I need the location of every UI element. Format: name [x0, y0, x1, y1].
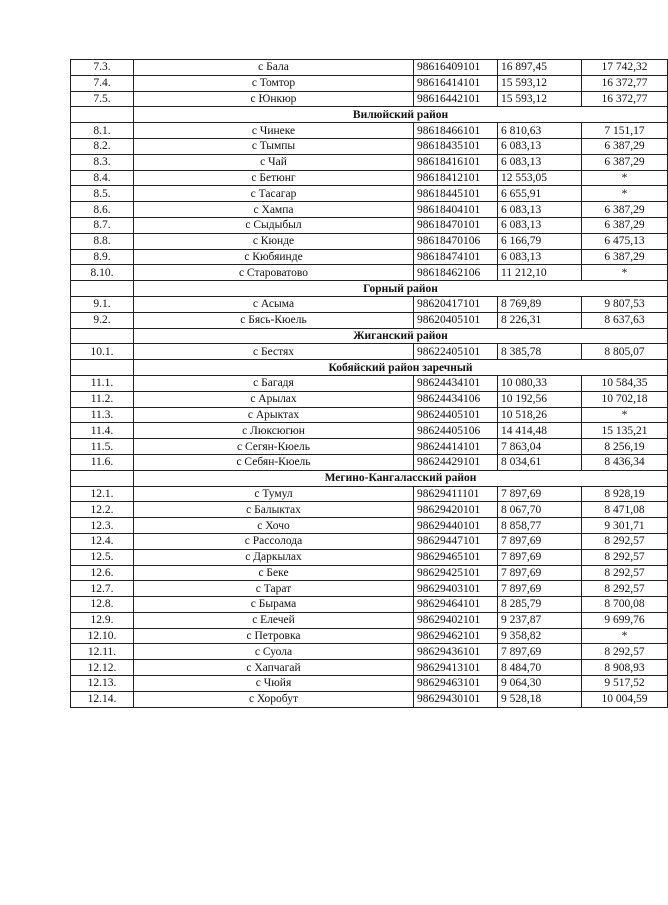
row-number: 12.12. [71, 660, 134, 676]
table-row [71, 581, 668, 597]
value-1: 10 080,33 [498, 375, 582, 391]
row-number: 11.2. [71, 391, 134, 407]
value-2: * [582, 265, 668, 281]
row-number: 11.5. [71, 439, 134, 455]
table-row [71, 154, 668, 170]
table-row [71, 518, 668, 534]
table-row [71, 312, 668, 328]
settlement-name: с Тарат [134, 581, 414, 597]
table-row [71, 138, 668, 154]
value-1: 8 769,89 [498, 296, 582, 312]
table-row [71, 375, 668, 391]
row-number: 12.4. [71, 533, 134, 549]
row-number: 11.3. [71, 407, 134, 423]
settlement-name: с Тумул [134, 486, 414, 502]
value-1: 6 083,13 [498, 138, 582, 154]
value-2: 9 699,76 [582, 612, 668, 628]
value-1: 6 655,91 [498, 186, 582, 202]
value-2: 8 436,34 [582, 454, 668, 470]
row-number: 9.1. [71, 296, 134, 312]
oktmo-code: 98618435101 [414, 138, 498, 154]
settlement-name: с Багадя [134, 375, 414, 391]
value-1: 9 064,30 [498, 676, 582, 692]
table-row [71, 676, 668, 692]
value-2: 8 637,63 [582, 312, 668, 328]
value-2: 9 517,52 [582, 676, 668, 692]
value-1: 16 897,45 [498, 60, 582, 76]
value-1: 14 414,48 [498, 423, 582, 439]
row-number: 8.4. [71, 170, 134, 186]
table-row [71, 691, 668, 707]
value-2: 8 292,57 [582, 644, 668, 660]
oktmo-code: 98618470106 [414, 233, 498, 249]
row-number: 7.4. [71, 75, 134, 91]
table-row [71, 660, 668, 676]
value-2: 6 387,29 [582, 154, 668, 170]
value-2: 8 928,19 [582, 486, 668, 502]
row-number: 12.10. [71, 628, 134, 644]
oktmo-code: 98618412101 [414, 170, 498, 186]
table-row [71, 233, 668, 249]
row-number: 8.8. [71, 233, 134, 249]
value-2: * [582, 407, 668, 423]
oktmo-code: 98618474101 [414, 249, 498, 265]
settlement-table [70, 59, 668, 708]
value-1: 6 166,79 [498, 233, 582, 249]
value-1: 12 553,05 [498, 170, 582, 186]
settlement-name: с Бала [134, 60, 414, 76]
row-number: 12.9. [71, 612, 134, 628]
value-2: 6 387,29 [582, 202, 668, 218]
value-1: 11 212,10 [498, 265, 582, 281]
settlement-name: с Суола [134, 644, 414, 660]
value-2: 8 908,93 [582, 660, 668, 676]
oktmo-code: 98616409101 [414, 60, 498, 76]
row-number: 11.1. [71, 375, 134, 391]
value-2: 8 292,57 [582, 533, 668, 549]
settlement-name: с Тымпы [134, 138, 414, 154]
oktmo-code: 98629430101 [414, 691, 498, 707]
oktmo-code: 98624429101 [414, 454, 498, 470]
value-1: 7 897,69 [498, 581, 582, 597]
value-1: 7 897,69 [498, 644, 582, 660]
region-name: Вилюйский район [134, 107, 668, 123]
oktmo-code: 98629464101 [414, 597, 498, 613]
value-2: 15 135,21 [582, 423, 668, 439]
value-2: 10 702,18 [582, 391, 668, 407]
settlement-name: с Балыктах [134, 502, 414, 518]
oktmo-code: 98616442101 [414, 91, 498, 107]
table-row [71, 202, 668, 218]
value-2: 8 292,57 [582, 581, 668, 597]
value-1: 9 237,87 [498, 612, 582, 628]
value-2: 8 256,19 [582, 439, 668, 455]
table-row [71, 296, 668, 312]
row-number: 8.7. [71, 217, 134, 233]
value-1: 7 863,04 [498, 439, 582, 455]
table-row [71, 549, 668, 565]
row-number: 8.3. [71, 154, 134, 170]
row-number: 8.6. [71, 202, 134, 218]
table-row [71, 486, 668, 502]
region-number-cell [71, 470, 134, 486]
value-2: 17 742,32 [582, 60, 668, 76]
row-number: 11.4. [71, 423, 134, 439]
value-2: 9 807,53 [582, 296, 668, 312]
settlement-name: с Кюнде [134, 233, 414, 249]
value-2: 16 372,77 [582, 75, 668, 91]
settlement-name: с Асыма [134, 296, 414, 312]
oktmo-code: 98629462101 [414, 628, 498, 644]
oktmo-code: 98629447101 [414, 533, 498, 549]
table-row [71, 123, 668, 139]
settlement-name: с Петровка [134, 628, 414, 644]
oktmo-code: 98629420101 [414, 502, 498, 518]
oktmo-code: 98629402101 [414, 612, 498, 628]
settlement-name: с Бетюнг [134, 170, 414, 186]
value-2: 8 700,08 [582, 597, 668, 613]
region-name: Кобяйский район заречный [134, 360, 668, 376]
row-number: 12.6. [71, 565, 134, 581]
value-1: 9 528,18 [498, 691, 582, 707]
oktmo-code: 98624405106 [414, 423, 498, 439]
oktmo-code: 98624405101 [414, 407, 498, 423]
table-row [71, 91, 668, 107]
row-number: 12.13. [71, 676, 134, 692]
value-1: 8 858,77 [498, 518, 582, 534]
row-number: 8.10. [71, 265, 134, 281]
settlement-name: с Сыдыбыл [134, 217, 414, 233]
settlement-name: с Хоробут [134, 691, 414, 707]
value-2: 10 004,59 [582, 691, 668, 707]
table-row [71, 597, 668, 613]
value-1: 6 810,63 [498, 123, 582, 139]
value-2: 16 372,77 [582, 91, 668, 107]
value-1: 15 593,12 [498, 75, 582, 91]
oktmo-code: 98629403101 [414, 581, 498, 597]
oktmo-code: 98629463101 [414, 676, 498, 692]
oktmo-code: 98618466101 [414, 123, 498, 139]
settlement-name: с Себян-Кюель [134, 454, 414, 470]
row-number: 8.2. [71, 138, 134, 154]
oktmo-code: 98616414101 [414, 75, 498, 91]
value-1: 7 897,69 [498, 486, 582, 502]
settlement-name: с Бырама [134, 597, 414, 613]
value-1: 6 083,13 [498, 217, 582, 233]
region-header-row [71, 107, 668, 123]
oktmo-code: 98620405101 [414, 312, 498, 328]
settlement-name: с Хапчагай [134, 660, 414, 676]
table-row [71, 565, 668, 581]
value-1: 8 034,61 [498, 454, 582, 470]
settlement-name: с Бясь-Кюель [134, 312, 414, 328]
region-header-row [71, 360, 668, 376]
oktmo-code: 98629436101 [414, 644, 498, 660]
oktmo-code: 98618416101 [414, 154, 498, 170]
oktmo-code: 98624434101 [414, 375, 498, 391]
value-2: 8 292,57 [582, 565, 668, 581]
settlement-name: с Елечей [134, 612, 414, 628]
settlement-name: с Люксюгюн [134, 423, 414, 439]
row-number: 9.2. [71, 312, 134, 328]
region-header-row [71, 470, 668, 486]
row-number: 12.3. [71, 518, 134, 534]
table-body [71, 60, 668, 708]
value-2: * [582, 628, 668, 644]
table-row [71, 60, 668, 76]
value-1: 8 067,70 [498, 502, 582, 518]
value-1: 6 083,13 [498, 154, 582, 170]
oktmo-code: 98624434106 [414, 391, 498, 407]
row-number: 12.8. [71, 597, 134, 613]
value-1: 8 484,70 [498, 660, 582, 676]
value-2: 8 471,08 [582, 502, 668, 518]
table-row [71, 423, 668, 439]
value-2: 8 805,07 [582, 344, 668, 360]
oktmo-code: 98618404101 [414, 202, 498, 218]
table-row [71, 265, 668, 281]
value-2: * [582, 186, 668, 202]
value-2: 10 584,35 [582, 375, 668, 391]
value-1: 8 285,79 [498, 597, 582, 613]
value-2: 6 387,29 [582, 217, 668, 233]
value-2: 6 387,29 [582, 138, 668, 154]
value-1: 10 192,56 [498, 391, 582, 407]
settlement-name: с Бестях [134, 344, 414, 360]
value-2: 6 387,29 [582, 249, 668, 265]
region-number-cell [71, 107, 134, 123]
row-number: 10.1. [71, 344, 134, 360]
table-row [71, 454, 668, 470]
oktmo-code: 98629440101 [414, 518, 498, 534]
oktmo-code: 98624414101 [414, 439, 498, 455]
settlement-name: с Чинеке [134, 123, 414, 139]
region-header-row [71, 328, 668, 344]
row-number: 12.1. [71, 486, 134, 502]
table-row [71, 217, 668, 233]
row-number: 7.3. [71, 60, 134, 76]
table-row [71, 644, 668, 660]
oktmo-code: 98629411101 [414, 486, 498, 502]
settlement-name: с Хампа [134, 202, 414, 218]
row-number: 8.1. [71, 123, 134, 139]
oktmo-code: 98618470101 [414, 217, 498, 233]
value-1: 15 593,12 [498, 91, 582, 107]
value-2: * [582, 170, 668, 186]
value-1: 10 518,26 [498, 407, 582, 423]
settlement-name: с Беке [134, 565, 414, 581]
settlement-name: с Юнкюр [134, 91, 414, 107]
value-1: 9 358,82 [498, 628, 582, 644]
region-name: Горный район [134, 281, 668, 297]
table-row [71, 170, 668, 186]
settlement-name: с Тасагар [134, 186, 414, 202]
table-row [71, 502, 668, 518]
settlement-name: с Арылах [134, 391, 414, 407]
value-1: 7 897,69 [498, 533, 582, 549]
table-row [71, 391, 668, 407]
oktmo-code: 98618445101 [414, 186, 498, 202]
value-1: 8 385,78 [498, 344, 582, 360]
settlement-name: с Чай [134, 154, 414, 170]
table-row [71, 533, 668, 549]
value-1: 7 897,69 [498, 549, 582, 565]
settlement-name: с Арыктах [134, 407, 414, 423]
oktmo-code: 98629425101 [414, 565, 498, 581]
value-1: 8 226,31 [498, 312, 582, 328]
value-1: 7 897,69 [498, 565, 582, 581]
row-number: 12.14. [71, 691, 134, 707]
settlement-name: с Даркылах [134, 549, 414, 565]
value-2: 6 475,13 [582, 233, 668, 249]
region-number-cell [71, 281, 134, 297]
oktmo-code: 98629465101 [414, 549, 498, 565]
oktmo-code: 98618462106 [414, 265, 498, 281]
table-row [71, 344, 668, 360]
settlement-name: с Кюбяинде [134, 249, 414, 265]
row-number: 12.5. [71, 549, 134, 565]
region-number-cell [71, 328, 134, 344]
value-1: 6 083,13 [498, 202, 582, 218]
table-row [71, 75, 668, 91]
region-name: Жиганский район [134, 328, 668, 344]
oktmo-code: 98622405101 [414, 344, 498, 360]
settlement-name: с Томтор [134, 75, 414, 91]
settlement-name: с Чюйя [134, 676, 414, 692]
row-number: 12.11. [71, 644, 134, 660]
oktmo-code: 98620417101 [414, 296, 498, 312]
value-2: 8 292,57 [582, 549, 668, 565]
row-number: 8.9. [71, 249, 134, 265]
row-number: 12.2. [71, 502, 134, 518]
row-number: 8.5. [71, 186, 134, 202]
table-row [71, 186, 668, 202]
settlement-name: с Староватово [134, 265, 414, 281]
row-number: 7.5. [71, 91, 134, 107]
table-row [71, 249, 668, 265]
row-number: 11.6. [71, 454, 134, 470]
settlement-name: с Хочо [134, 518, 414, 534]
region-number-cell [71, 360, 134, 376]
table-row [71, 407, 668, 423]
row-number: 12.7. [71, 581, 134, 597]
value-2: 9 301,71 [582, 518, 668, 534]
settlement-name: с Рассолода [134, 533, 414, 549]
value-1: 6 083,13 [498, 249, 582, 265]
region-name: Мегино-Кангаласский район [134, 470, 668, 486]
table-row [71, 612, 668, 628]
oktmo-code: 98629413101 [414, 660, 498, 676]
table-row [71, 628, 668, 644]
region-header-row [71, 281, 668, 297]
table-row [71, 439, 668, 455]
value-2: 7 151,17 [582, 123, 668, 139]
settlement-name: с Сегян-Кюель [134, 439, 414, 455]
